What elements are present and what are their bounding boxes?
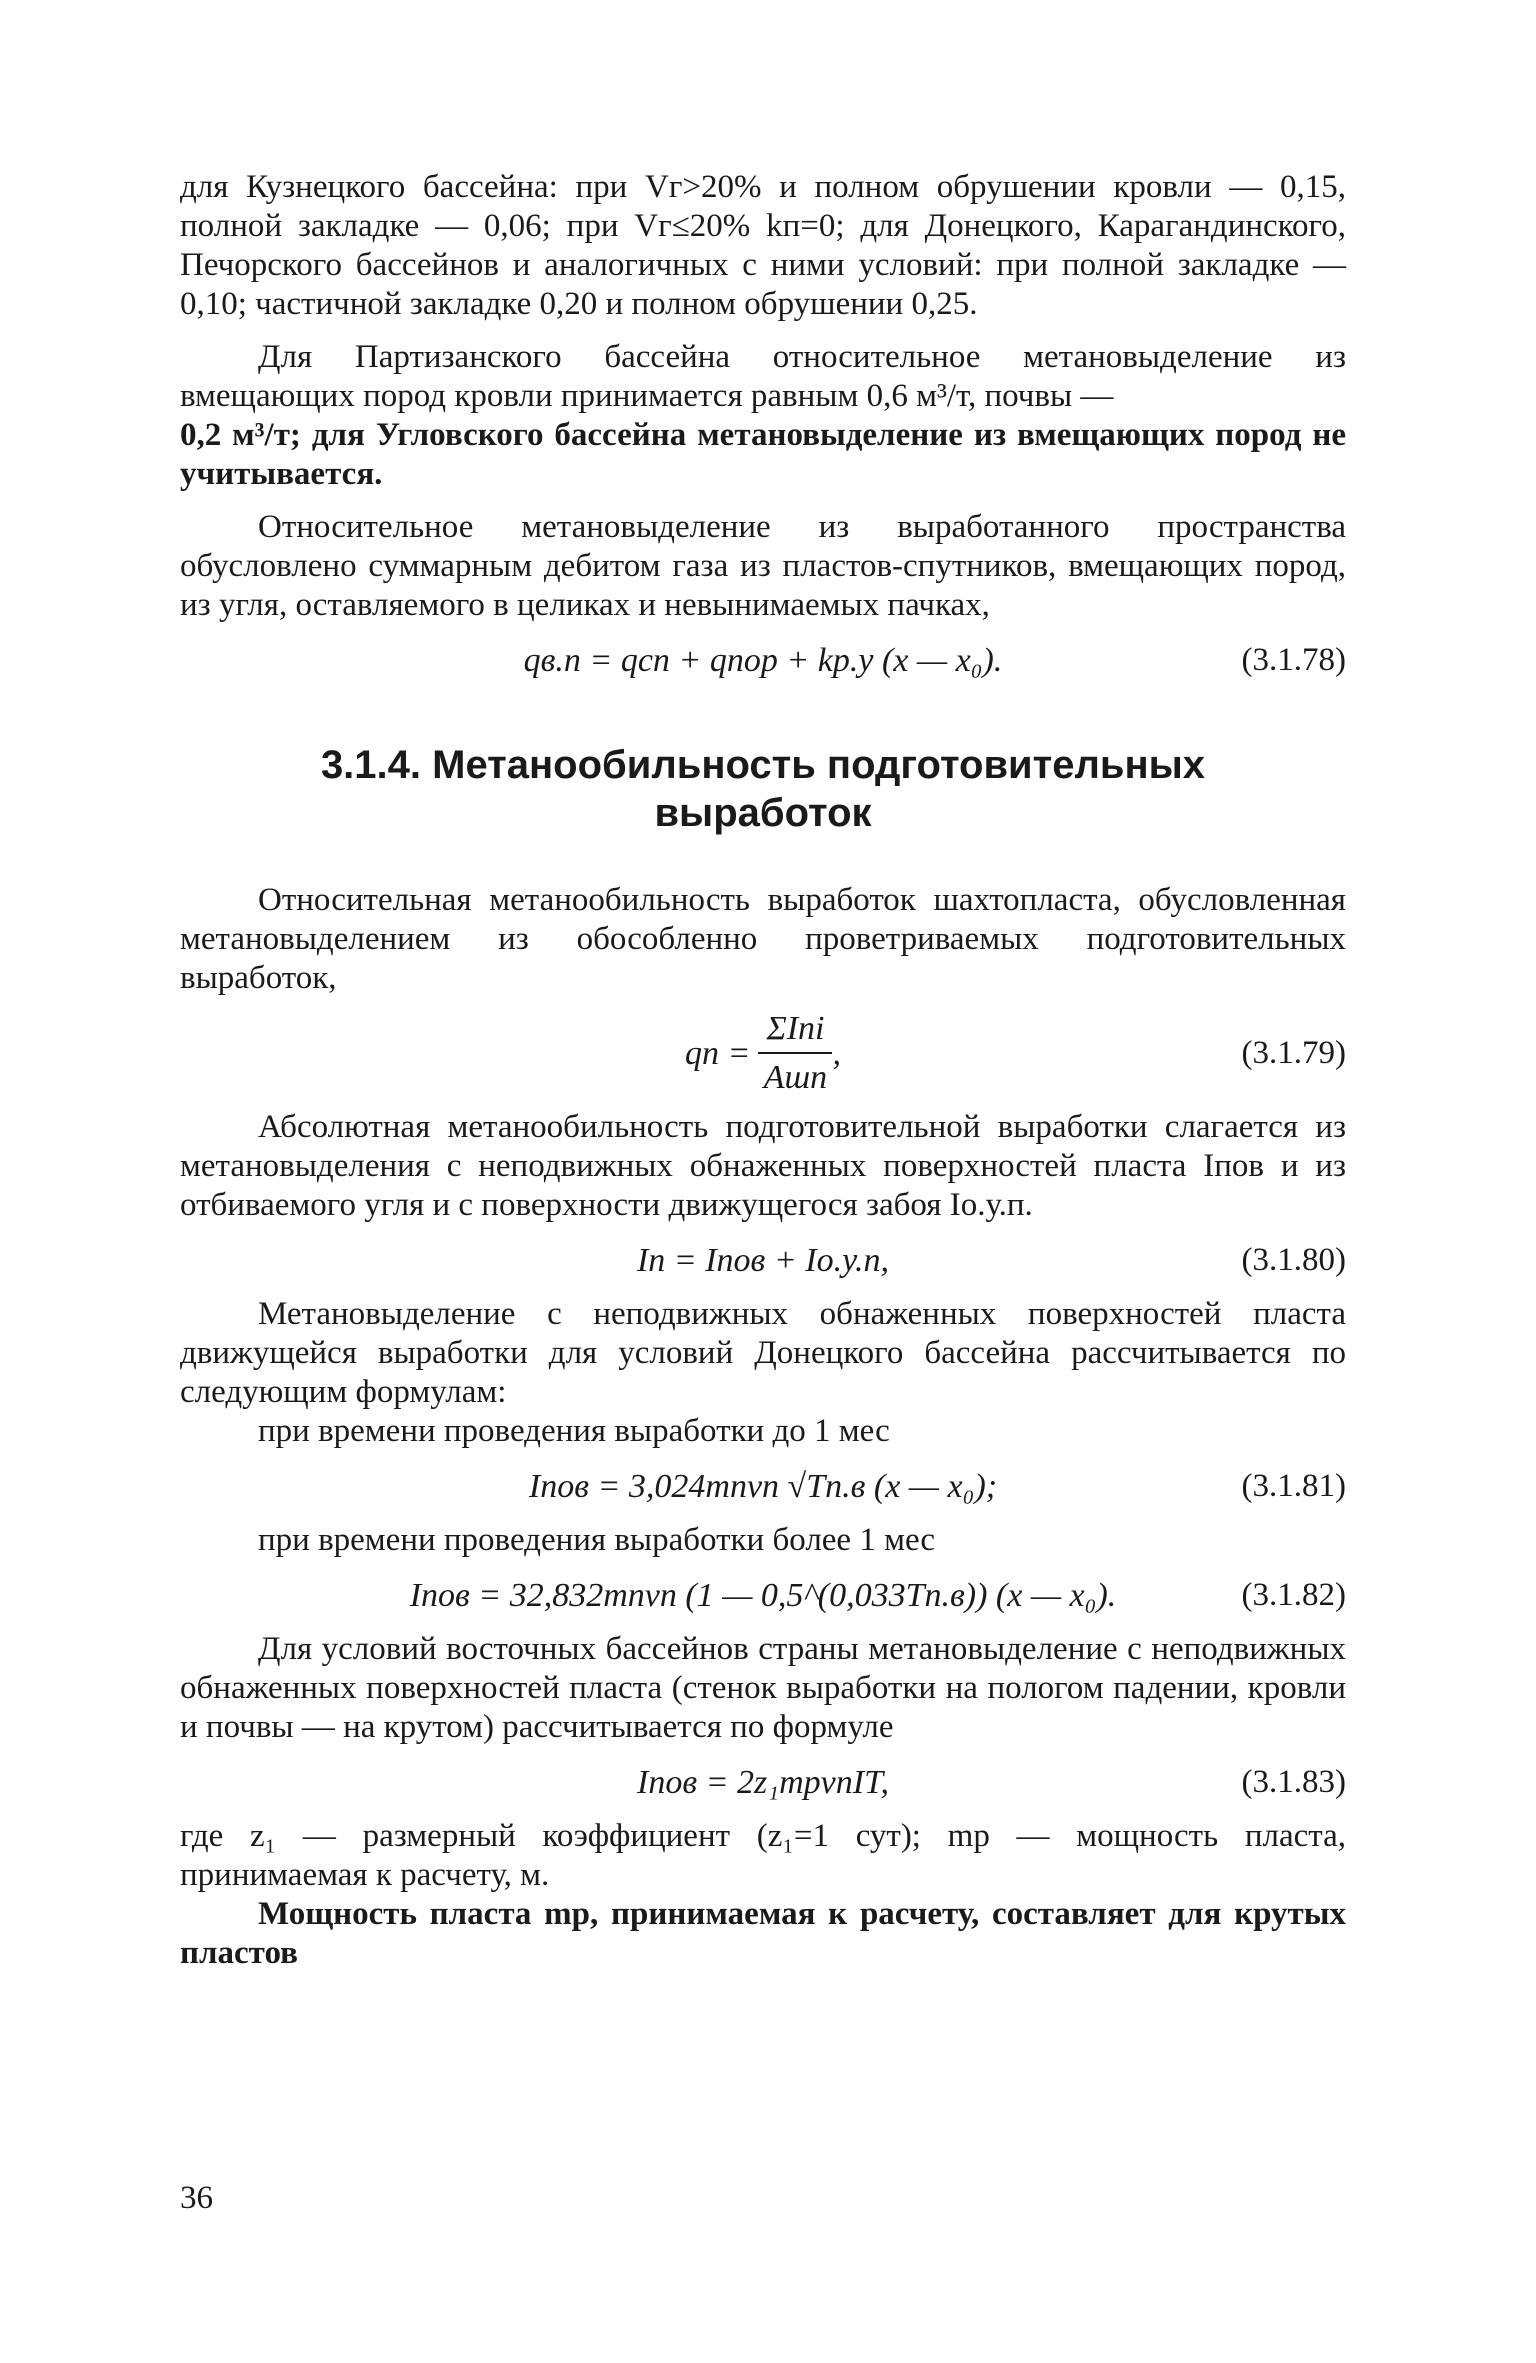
formula-3-1-83 — [180, 1747, 1346, 1817]
paragraph-absolute-gassiness: Абсолютная метанообильность подготовительной выработки слагается из метановыделения с неподвижных обнаженных поверхностей пласта Iпов и из отбиваемого угля и с поверхности движущегося забоя Iо.у.п. — [180, 1109, 1346, 1223]
formula-3-1-80-number: (3.1.80) — [1241, 1241, 1346, 1278]
formula-3-1-78-number: (3.1.78) — [1241, 641, 1346, 678]
paragraph-partizansk-b: 0,2 м³/т; для Угловского бассейна метановыделение из вмещающих пород не учитывается. — [180, 417, 1346, 492]
formula-3-1-81-expression: Iпов = 3,024mпvп √Tп.в (x — x₀); — [528, 1467, 998, 1505]
formula-3-1-81 — [180, 1451, 1346, 1521]
formula-3-1-83-expression: Iпов = 2z₁mрvпIT, — [637, 1763, 889, 1801]
paragraph-seam-thickness: Мощность пласта mр, принимаемая к расчету, составляет для крутых пластов — [180, 1896, 1346, 1971]
formula-3-1-79-lhs: qп = — [685, 1034, 751, 1072]
formula-3-1-79-numerator: ΣIпi — [758, 1009, 832, 1054]
paragraph-donetsk-formulas: Метановыделение с неподвижных обнаженных поверхностей пласта движущейся выработки для условий Донецкого бассейна рассчитывается по следующим формулам: — [180, 1296, 1346, 1410]
formula-3-1-78-expression: qв.п = qсп + qпор + kр.у (x — x₀). — [523, 641, 1003, 679]
paragraph-partizansk-a: Для Партизанского бассейна относительное метановыделение из вмещающих пород кровли принимается равным 0,6 м³/т, почвы — — [180, 339, 1346, 414]
formula-3-1-79-number: (3.1.79) — [1241, 1034, 1346, 1071]
formula-3-1-82-number: (3.1.82) — [1241, 1576, 1346, 1613]
paragraph-eastern-basins: Для условий восточных бассейнов страны метановыделение с неподвижных обнаженных поверхностей пласта (стенок выработки на пологом падении, кровли и почвы — на крутом) рассчитывается по формуле — [180, 1631, 1346, 1745]
section-heading — [180, 741, 1346, 837]
paragraph-relative-gassiness: Относительная метанообильность выработок шахтопласта, обусловленная метановыделением из обособленно проветриваемых подготовительных выработок, — [180, 882, 1346, 996]
page-body — [180, 168, 1346, 1973]
paragraph-goaf-methane: Относительное метановыделение из выработанного пространства обусловлено суммарным дебитом газа из пластов-спутников, вмещающих пород, из угля, оставляемого в целиках и невынимаемых пачках, — [180, 509, 1346, 623]
section-heading-line2: выработок — [654, 791, 872, 835]
formula-3-1-80-expression: Iп = Iпов + Iо.у.п, — [636, 1241, 890, 1279]
paragraph-variable-definitions: где z₁ — размерный коэффициент (z₁=1 сут); mр — мощность пласта, принимаемая к расчету, м. — [180, 1818, 1346, 1893]
paragraph-time-over-month: при времени проведения выработки более 1 мес — [258, 1522, 936, 1558]
formula-3-1-79-tail: , — [832, 1034, 841, 1072]
section-heading-line1: 3.1.4. Метанообильность подготовительных — [320, 743, 1206, 787]
formula-3-1-81-number: (3.1.81) — [1241, 1467, 1346, 1504]
formula-3-1-78 — [180, 625, 1346, 695]
formula-3-1-82-expression: Iпов = 32,832mпvп (1 — 0,5^(0,033Tп.в)) (x — x₀). — [409, 1576, 1117, 1614]
formula-3-1-79 — [180, 998, 1346, 1108]
formula-3-1-79-denominator: Aшп — [763, 1059, 828, 1096]
formula-3-1-82 — [180, 1560, 1346, 1630]
formula-3-1-79-fraction — [758, 1009, 832, 1097]
paragraph-time-under-month: при времени проведения выработки до 1 мес — [258, 1413, 890, 1449]
page-number: 36 — [180, 2180, 213, 2216]
formula-3-1-83-number: (3.1.83) — [1241, 1763, 1346, 1800]
paragraph-basin-coefficients: для Кузнецкого бассейна: при Vг>20% и полном обрушении кровли — 0,15, полной закладке — 0,06; при Vг≤20% kп=0; для Донецкого, Карагандинского, Печорского бассейнов и аналогичных с ними условий: при полной закладке — 0,10; частичной закладке 0,20 и полном обрушении 0,25. — [180, 169, 1346, 322]
formula-3-1-80 — [180, 1225, 1346, 1295]
